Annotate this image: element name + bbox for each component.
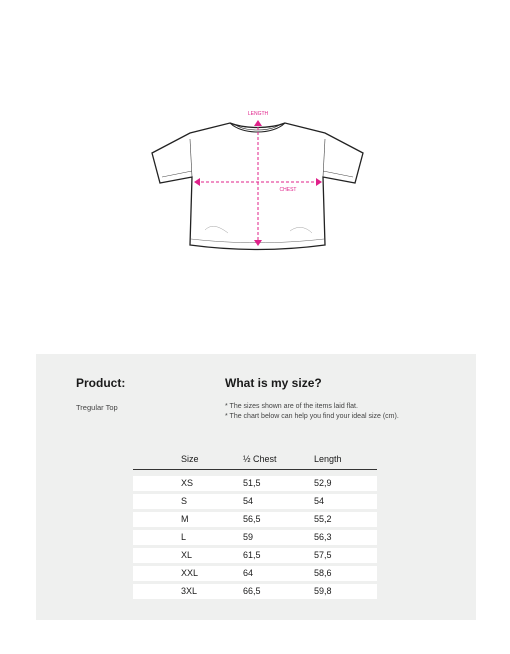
chest-cell: 66,5 — [243, 586, 261, 596]
length-cell: 52,9 — [314, 478, 332, 488]
size-note: * The sizes shown are of the items laid flat. — [225, 403, 358, 410]
size-cell: M — [181, 514, 189, 524]
size-cell: L — [181, 532, 187, 542]
length-label: LENGTH — [247, 111, 269, 117]
table-row — [133, 476, 377, 491]
length-cell: 54 — [314, 496, 325, 506]
size-heading: What is my size? — [225, 376, 322, 390]
chest-cell: 51,5 — [243, 478, 261, 488]
length-cell: 57,5 — [314, 550, 332, 560]
table-row — [133, 512, 377, 527]
length-cell: 56,3 — [314, 532, 332, 542]
table-row — [133, 530, 377, 545]
length-cell: 55,2 — [314, 514, 332, 524]
chest-cell: 56,5 — [243, 514, 261, 524]
table-row — [133, 584, 377, 599]
table-row — [133, 494, 377, 509]
tshirt-outline — [152, 123, 363, 250]
chest-cell: 61,5 — [243, 550, 261, 560]
size-cell: XL — [181, 550, 193, 560]
product-name: Tregular Top — [76, 403, 118, 412]
size-cell: S — [181, 496, 188, 506]
length-cell: 59,8 — [314, 586, 332, 596]
size-notes — [225, 402, 399, 422]
column-header-size: Size — [181, 454, 199, 464]
size-cell: XS — [181, 478, 194, 488]
chest-cell: 59 — [243, 532, 254, 542]
column-header-length: Length — [314, 454, 342, 464]
table-row — [133, 548, 377, 563]
column-header-half-chest: ½ Chest — [243, 454, 277, 464]
table-row — [133, 566, 377, 581]
size-cell: XXL — [181, 568, 199, 578]
tshirt-diagram — [150, 105, 365, 255]
size-info-panel — [36, 354, 476, 620]
size-note: * The chart below can help you find your ideal size (cm). — [225, 413, 399, 420]
length-arrow-top — [254, 120, 262, 126]
product-heading: Product: — [76, 376, 126, 390]
size-table-header — [133, 451, 377, 470]
chest-cell: 54 — [243, 496, 254, 506]
chest-label: CHEST — [279, 187, 297, 193]
chest-cell: 64 — [243, 568, 254, 578]
size-cell: 3XL — [181, 586, 198, 596]
length-cell: 58,6 — [314, 568, 332, 578]
